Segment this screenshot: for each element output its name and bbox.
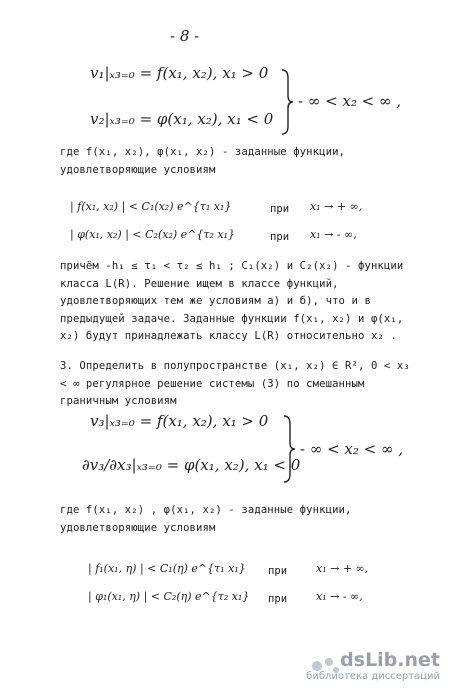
inequality-2b: | φ₁(x₁, η) | < C₂(η) e^{τ₂ x₁} [88, 590, 250, 603]
inequality-2a: | f₁(x₁, η) | < C₁(η) e^{τ₁ x₁} [88, 562, 246, 575]
watermark-caption: библиотека диссертаций [306, 671, 440, 682]
boundary-condition-1b: v₂|ₓ₃₌₀ = φ(x₁, x₂), x₁ < 0 [90, 110, 274, 128]
inequality-2b-when: при [268, 593, 288, 605]
inequality-2b-limit: x₁ → - ∞, [316, 590, 363, 603]
brace-1 [280, 68, 294, 136]
paragraph-1: где f(x₁, x₂), φ(x₁, x₂) - заданные функции, удовлетворяющие условиям [60, 146, 346, 176]
paragraph-3: 3. Определить в полупространстве (x₁, x₂) ∈ R², 0 < x₃ < ∞ регулярное решение системы (3) по смешанным граничным условиям [60, 360, 410, 408]
inequality-1b-when: при [270, 231, 290, 243]
boundary-condition-1a: v₁|ₓ₃₌₀ = f(x₁, x₂), x₁ > 0 [90, 64, 269, 82]
inequality-1a-when: при [270, 203, 290, 215]
inequality-1a: | f(x₁, x₂) | < C₁(x₂) e^{τ₁ x₁} [70, 200, 232, 213]
domain-condition-1: - ∞ < x₂ < ∞ , [298, 92, 402, 110]
paragraph-2: причём -h₁ ≤ τ₁ < τ₂ ≤ h₁ ; C₁(x₂) и C₂(x₂) - функции класса L(R). Решение ищем в классе функций, удовлетворяющих тем же условиям а) и б), что и в предыдущей задаче. Заданные функции f(x₁, x₂) и φ(x₁, x₂) будут принадлежать классу L(R) относительно x₂ . [60, 260, 404, 343]
page-number: - 8 - [170, 27, 200, 45]
watermark [306, 649, 440, 682]
brace-2 [282, 414, 296, 484]
inequality-2a-limit: x₁ → + ∞, [316, 562, 369, 575]
boundary-condition-2a: v₃|ₓ₃₌₀ = f(x₁, x₂), x₁ > 0 [90, 412, 269, 430]
watermark-site: dsLib.net [340, 649, 440, 671]
paragraph-4: где f(x₁, x₂) , φ(x₁, x₂) - заданные функции, удовлетворяющие условиям [60, 504, 352, 534]
inequality-1b: | φ(x₁, x₂) | < C₂(x₂) e^{τ₂ x₁} [70, 228, 235, 241]
inequality-2a-when: при [268, 565, 288, 577]
inequality-1b-limit: x₁ → - ∞, [310, 228, 357, 241]
boundary-condition-2b: ∂v₃/∂x₃|ₓ₃₌₀ = φ(x₁, x₂), x₁ < 0 [82, 456, 301, 474]
inequality-1a-limit: x₁ → + ∞, [310, 200, 363, 213]
domain-condition-2: - ∞ < x₂ < ∞ , [300, 440, 404, 458]
